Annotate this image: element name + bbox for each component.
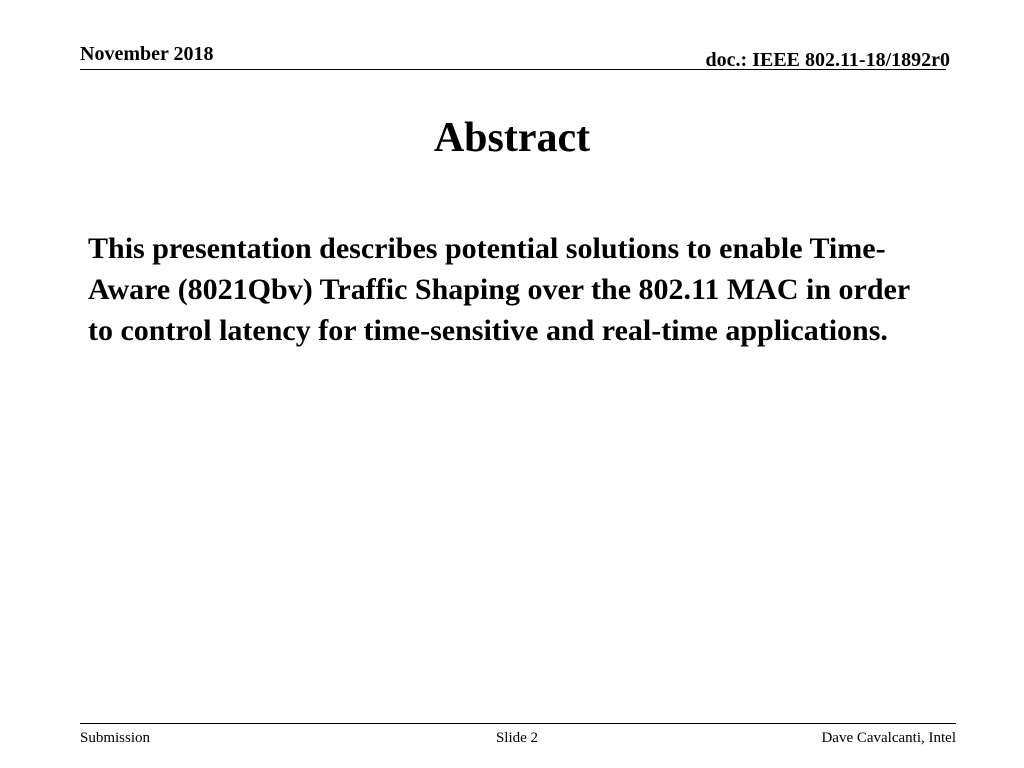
header-divider xyxy=(80,69,946,70)
slide-title: Abstract xyxy=(433,115,591,161)
slide-body xyxy=(88,228,928,351)
header-date: November 2018 xyxy=(80,43,214,65)
abstract-paragraph: This presentation describes potential solutions to enable Time-Aware (8021Qbv) Traffic Shaping over the 802.11 MAC in order to control latency for time-sensitive and real-time applications. xyxy=(88,232,910,347)
footer-submission: Submission xyxy=(80,730,151,746)
footer-author: Dave Cavalcanti, Intel xyxy=(821,730,956,746)
footer-divider xyxy=(80,723,956,724)
header-doc-id: doc.: IEEE 802.11-18/1892r0 xyxy=(705,49,950,71)
footer-slide-number: Slide 2 xyxy=(495,730,539,746)
